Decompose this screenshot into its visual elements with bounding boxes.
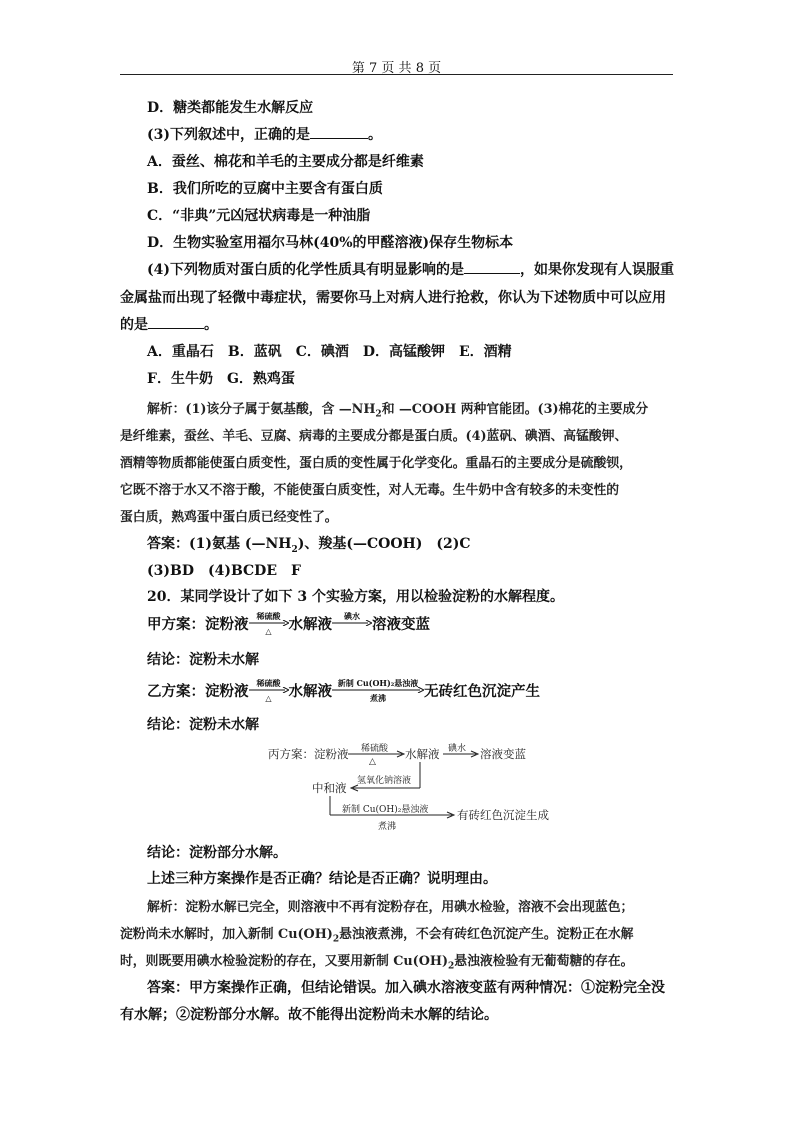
page-header: 第 7 页 共 8 页 [351,61,442,76]
bing-blue-result: 溶液变蓝 [480,747,526,761]
analysis-1-line: 蛋白质，熟鸡蛋中蛋白质已经变性了。 [120,510,338,525]
analysis-2-line: 淀粉尚未水解时，加入新制 $Cu(OH)_2$悬浊液煮沸，不会有砖红色沉淀产生。淀粉正在水解 [120,927,634,945]
option-d-line: D．糖类都能发生水解反应 [147,100,314,116]
bing-label: 丙方案：淀粉液 [268,747,349,761]
bing-arrow1-bot: △ [369,757,376,767]
question-3: (3)下列叙述中，正确的是 。 [147,127,382,143]
question-4-end: 的是 。 [120,317,218,333]
conclusion-jia: 结论：淀粉未水解 [147,652,259,668]
option-a-line: A．蚕丝、棉花和羊毛的主要成分都是纤维素 [147,154,424,170]
answer-1-line: (3)BD (4)BCDE F [147,563,301,579]
answer-1-line: 答案：(1)氨基 $(—NH_2)$、羧基(—COOH) (2)C [147,536,471,555]
conclusion-yi: 结论：淀粉未水解 [147,717,259,733]
question-4: (4)下列物质对蛋白质的化学性质具有明显影响的是 ，如果你发现有人误服重 [147,262,674,278]
analysis-1-line: 酒精等物质都能使蛋白质变性，蛋白质的变性属于化学变化。重晶石的主要成分是硫酸钡， [120,456,632,471]
reaction-arrow: 新制 Cu(OH)₂悬浊液 煮沸 [332,680,424,704]
answer-2-line: 有水解；②淀粉部分水解。故不能得出淀粉尚未水解的结论。 [120,1007,498,1023]
analysis-1-line: 是纤维素，蚕丝、羊毛、豆腐、病毒的主要成分都是蛋白质。(4)蓝矾、碘酒、高锰酸钾、 [120,429,628,444]
bing-neutralized: 中和液 [312,781,347,795]
reaction-arrow: 稀硫酸 △ [249,680,289,704]
question-4-cont: 金属盐而出现了轻微中毒症状，需要你马上对病人进行抢救，你认为下述物质中可以应用 [120,290,666,306]
analysis-2-line: 时，则既要用碘水检验淀粉的存在，又要用新制 $Cu(OH)_2$悬浊液检验有无葡萄糖的存在。 [120,954,634,972]
scheme-yi: 乙方案：淀粉液 稀硫酸 △ 水解液 新制 Cu(OH)₂悬浊液 煮沸 无砖红色沉淀产生 [147,678,540,703]
option-d2-line: D．生物实验室用福尔马林(40%的甲醛溶液)保存生物标本 [147,235,514,251]
bing-arrow1-top: 稀硫酸 [361,744,389,754]
conclusion-bing: 结论：淀粉部分水解。 [147,845,287,861]
reaction-arrow: 稀硫酸 △ [249,613,289,637]
reaction-arrow: 碘水 [332,613,372,637]
bing-arrow4-bot: 煮沸 [378,822,397,832]
analysis-1-line: 解析：(1)该分子属于氨基酸，含 $—NH_2$和 —COOH 两种官能团。(3)棉花的主要成分 [147,402,649,420]
analysis-1-line: 它既不溶于水又不溶于酸，不能使蛋白质变性，对人无毒。生牛奶中含有较多的未变性的 [120,483,620,498]
options-row-1: A．重晶石 B．蓝矾 C．碘酒 D．高锰酸钾 E．酒精 [147,344,512,360]
question-20-title: 20．某同学设计了如下 3 个实验方案，用以检验淀粉的水解程度。 [147,589,564,605]
bing-arrow3-label: 氢氧化钠溶液 [357,776,412,786]
scheme-jia: 甲方案：淀粉液 稀硫酸 △ 水解液 碘水 溶液变蓝 [147,611,430,636]
options-row-2: F．生牛奶 G．熟鸡蛋 [147,371,295,387]
bing-hydrolysate: 水解液 [405,747,440,761]
option-c-line: C．“非典”元凶冠状病毒是一种油脂 [147,208,371,224]
analysis-2-line: 解析：淀粉水解已完全，则溶液中不再有淀粉存在，用碘水检验，溶液不会出现蓝色； [147,900,634,915]
bing-arrow4-top: 新制 Cu(OH)₂悬浊液 [342,805,429,815]
option-b-line: B．我们所吃的豆腐中主要含有蛋白质 [147,181,383,197]
bing-red-result: 有砖红色沉淀生成 [457,808,549,822]
question-20-prompt: 上述三种方案操作是否正确？结论是否正确？说明理由。 [147,871,497,887]
bing-arrow2-top: 碘水 [448,744,467,754]
answer-2-line: 答案：甲方案操作正确，但结论错误。加入碘水溶液变蓝有两种情况：①淀粉完全没 [147,980,665,996]
